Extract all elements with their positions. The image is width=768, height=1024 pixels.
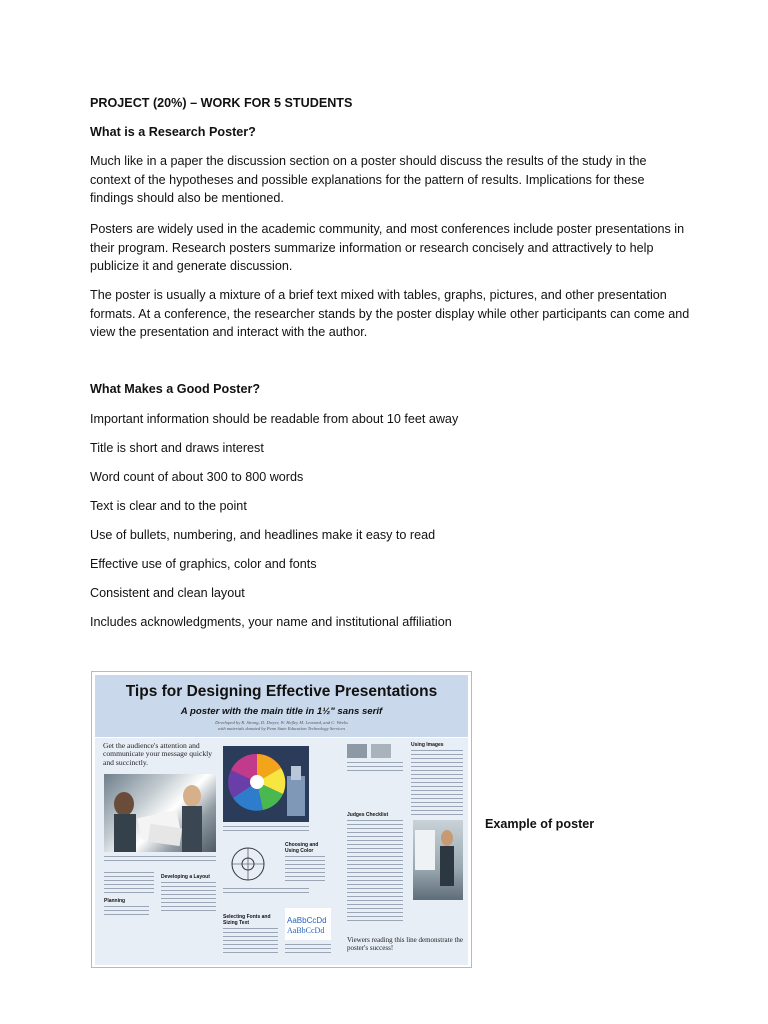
paragraph-3: The poster is usually a mixture of a brief text mixed with tables, graphs, pictures, and other presentation formats. At a conference, the researcher stands by the poster display while other participants can come and view the presentation and interact with the author. [90,288,690,339]
list-item: Word count of about 300 to 800 words [90,470,304,484]
poster-heading-planning: Planning [104,898,126,904]
poster-small-image [371,744,391,758]
poster-text-lines [104,872,154,896]
poster-caption-lines [104,856,216,864]
poster-color-wheel [223,746,309,822]
poster-photo-people [104,774,216,852]
paragraph-1: Much like in a paper the discussion section on a poster should discuss the results of the study in the context of the hypotheses and possible explanations for the pattern of results. Implications for these findings should also be mentioned. [90,154,647,205]
paragraph-2: Posters are widely used in the academic community, and most conferences include poster presentations in their program. Research posters summarize information or research concisely and attractively to help publicize it and generate discussion. [90,222,685,273]
list-item: Title is short and draws interest [90,441,264,455]
poster-text-lines [347,820,403,924]
poster-closing-text: Viewers reading this line demonstrate the poster's success! [347,936,464,952]
poster-caption-lines [223,826,309,834]
poster-heading-images: Using Images [411,742,444,748]
poster-header [95,675,468,737]
people-illustration-icon [104,774,216,852]
poster-credit: with materials donated by Penn State Education Technology Services [217,726,346,731]
list-item: Effective use of graphics, color and fonts [90,557,317,571]
poster-title: Tips for Designing Effective Presentations [125,683,438,700]
poster-heading-judges: Judges Checklist [347,812,389,818]
poster-body [95,738,468,965]
poster-caption-lines [285,944,331,956]
poster-heading-color: Choosing and Using Color [285,842,319,854]
presenter-illustration-icon [413,820,463,900]
project-title: PROJECT (20%) – WORK FOR 5 STUDENTS [90,96,353,110]
poster-text-lines [411,750,463,818]
list-item: Use of bullets, numbering, and headlines make it easy to read [90,528,436,542]
poster-caption-lines [347,762,403,774]
list-item: Consistent and clean layout [90,586,245,600]
color-wheel-icon [223,746,309,822]
poster-small-image [347,744,367,758]
poster-subtitle: A poster with the main title in 1½" sans serif [180,706,383,717]
circle-diagram-icon [228,844,268,884]
poster-attention-text: Get the audience's attention and communicate your message quickly and succinctly. [103,741,213,767]
heading-research-poster: What is a Research Poster? [90,125,256,139]
heading-good-poster: What Makes a Good Poster? [90,382,261,396]
poster-caption-lines [223,888,309,896]
font-sample: AaBbCcDd [287,926,325,935]
list-item: Includes acknowledgments, your name and institutional affiliation [90,615,452,629]
poster-heading-layout: Developing a Layout [161,874,210,880]
poster-heading-fonts: Selecting Fonts and Sizing Text [223,914,271,926]
list-item: Text is clear and to the point [90,499,247,513]
poster-credit: Developed by R. Strong, D. Dwyer, W. Hefley M. Leonard, and C. Weeks [215,720,348,725]
poster-font-samples [285,908,331,940]
poster-text-lines [104,906,149,918]
poster-text-lines [223,928,278,956]
list-item: Important information should be readable from about 10 feet away [90,412,459,426]
poster-text-lines [285,856,325,884]
example-poster-label: Example of poster [485,817,595,831]
font-sample: AaBbCcDd [287,916,327,925]
poster-text-lines [161,882,216,914]
poster-photo-presenter [413,820,463,900]
example-poster-image [91,671,472,968]
poster-diagram [228,844,268,884]
